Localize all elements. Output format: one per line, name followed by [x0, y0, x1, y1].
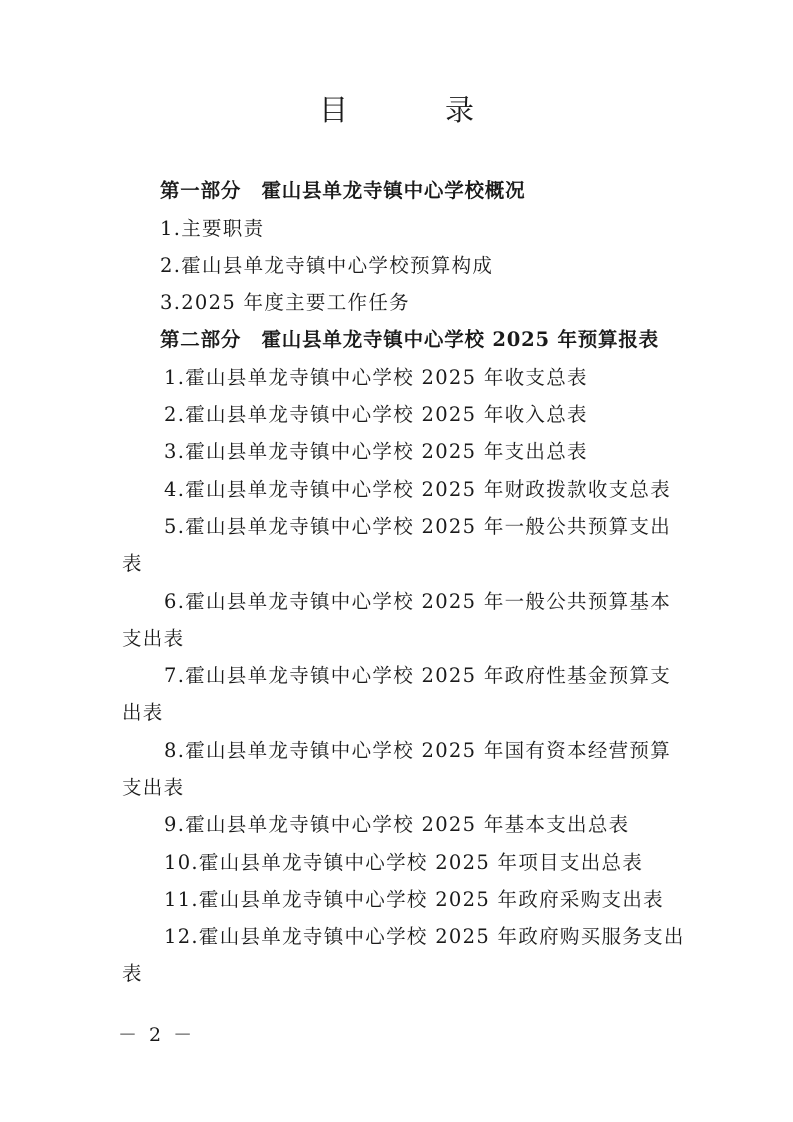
toc-item-continuation: 支出表 — [122, 776, 185, 799]
toc-item: 10.霍山县单龙寺镇中心学校 2025 年项目支出总表 — [164, 851, 644, 874]
toc-item: 2.霍山县单龙寺镇中心学校 2025 年收入总表 — [164, 403, 588, 426]
toc-item-continuation: 支出表 — [122, 627, 185, 650]
toc-item: 3.2025 年度主要工作任务 — [160, 291, 410, 314]
toc-item: 2.霍山县单龙寺镇中心学校预算构成 — [160, 254, 494, 277]
part1-heading: 第一部分 霍山县单龙寺镇中心学校概况 — [160, 179, 526, 202]
toc-item: 9.霍山县单龙寺镇中心学校 2025 年基本支出总表 — [164, 813, 630, 836]
toc-item: 5.霍山县单龙寺镇中心学校 2025 年一般公共预算支出 — [164, 515, 672, 538]
toc-item: 7.霍山县单龙寺镇中心学校 2025 年政府性基金预算支 — [164, 664, 672, 687]
toc-item-continuation: 出表 — [122, 701, 164, 724]
part2-heading: 第二部分 霍山县单龙寺镇中心学校 2025 年预算报表 — [160, 328, 659, 351]
toc-item: 8.霍山县单龙寺镇中心学校 2025 年国有资本经营预算 — [164, 739, 672, 762]
toc-item: 6.霍山县单龙寺镇中心学校 2025 年一般公共预算基本 — [164, 590, 672, 613]
toc-item: 12.霍山县单龙寺镇中心学校 2025 年政府购买服务支出 — [164, 925, 685, 948]
toc-title: 目 录 — [318, 93, 508, 127]
toc-item: 1.霍山县单龙寺镇中心学校 2025 年收支总表 — [164, 366, 588, 389]
toc-item: 4.霍山县单龙寺镇中心学校 2025 年财政拨款收支总表 — [164, 478, 672, 501]
toc-item: 1.主要职责 — [160, 217, 265, 240]
page-number: － 2 － — [118, 1024, 196, 1046]
toc-item: 11.霍山县单龙寺镇中心学校 2025 年政府采购支出表 — [164, 888, 664, 911]
toc-item-continuation: 表 — [122, 552, 143, 575]
toc-item-continuation: 表 — [122, 962, 143, 985]
toc-item: 3.霍山县单龙寺镇中心学校 2025 年支出总表 — [164, 440, 588, 463]
